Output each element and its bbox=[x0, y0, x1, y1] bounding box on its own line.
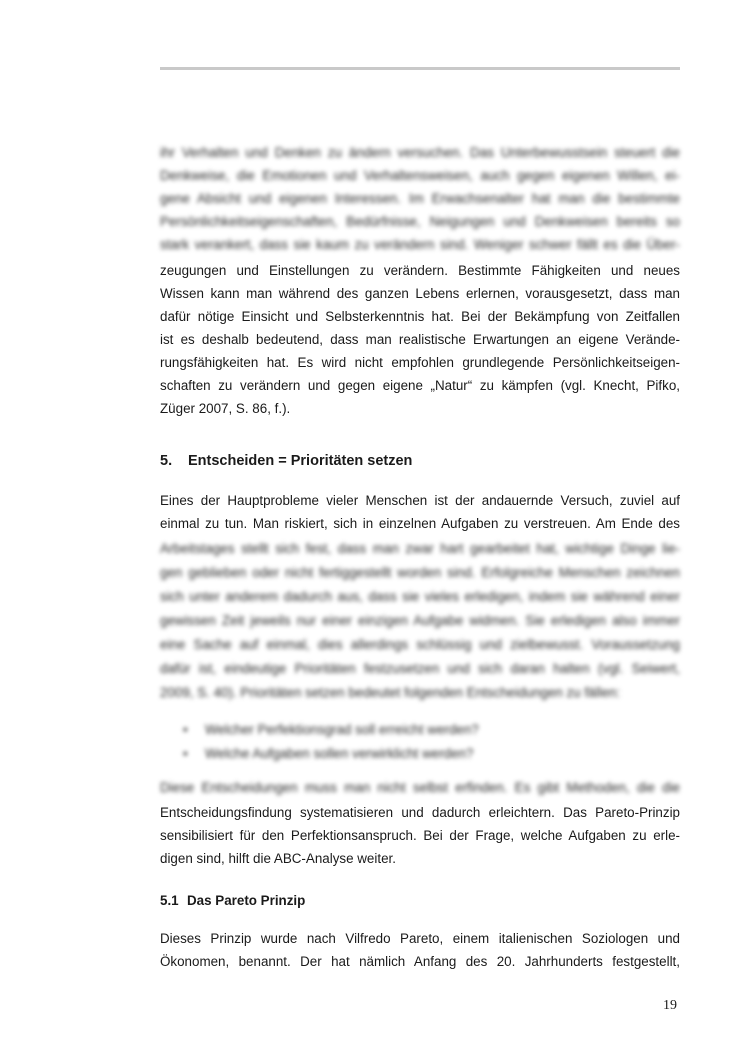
text-line: gewissen Zeit jeweils nur einer einzigen Aufgabe widmen. Sie erledigen also immer bbox=[160, 613, 680, 628]
bullet-icon: • bbox=[183, 722, 188, 737]
subsection-title: Das Pareto Prinzip bbox=[187, 893, 306, 908]
text-line: dafür ist, eindeutige Prioritäten festzusetzen und sich daran halten (vgl. Seiwert, bbox=[160, 661, 680, 676]
text-line: Züger 2007, S. 86, f.). bbox=[160, 401, 291, 416]
header-rule bbox=[160, 67, 680, 70]
text-line: sensibilisiert für den Perfektionsanspruch. Bei der Frage, welche Aufgaben zu erle- bbox=[160, 828, 680, 843]
text-line: Dieses Prinzip wurde nach Vilfredo Pareto, einem italienischen Soziologen und bbox=[160, 931, 680, 946]
section-heading bbox=[160, 453, 412, 469]
text-line: digen sind, hilft die ABC-Analyse weiter. bbox=[160, 851, 396, 866]
text-line: ihr Verhalten und Denken zu ändern versuchen. Das Unterbewusstsein steuert die bbox=[160, 145, 680, 160]
text-line: gen geblieben oder nicht fertiggestellt worden sind. Erfolgreiche Menschen zeichnen bbox=[160, 565, 680, 580]
text-line: Denkweise, die Emotionen und Verhaltensweisen, auch gegen eigenen Willen, ei- bbox=[160, 168, 680, 183]
text-line: Wissen kann man während des ganzen Lebens erlernen, vorausgesetzt, dass man bbox=[160, 286, 680, 301]
text-line: 2009, S. 40). Prioritäten setzen bedeutet folgenden Entscheidungen zu fällen: bbox=[160, 685, 621, 700]
subsection-number: 5.1 bbox=[160, 893, 179, 908]
subsection-heading bbox=[160, 893, 305, 908]
text-line: Ökonomen, benannt. Der hat nämlich Anfang des 20. Jahrhunderts festgestellt, bbox=[160, 954, 680, 969]
text-line: Arbeitstages stellt sich fest, dass man zwar hart gearbeitet hat, wichtige Dinge lie- bbox=[160, 541, 680, 556]
text-line: Entscheidungsfindung systematisieren und dadurch erleichtern. Das Pareto-Prinzip bbox=[160, 805, 680, 820]
text-line: Diese Entscheidungen muss man nicht selbst erfinden. Es gibt Methoden, die die bbox=[160, 780, 680, 795]
text-line: stark verankert, dass sie kaum zu verändern sind. Weniger schwer fällt es die Über- bbox=[160, 237, 680, 252]
page-number: 19 bbox=[663, 998, 677, 1013]
text-line: eine Sache auf einmal, dies allerdings schlüssig und zielbewusst. Voraussetzung bbox=[160, 637, 680, 652]
text-line: dafür nötige Einsicht und Selbsterkenntnis hat. Bei der Bekämpfung von Zeitfallen bbox=[160, 309, 680, 324]
section-title: Entscheiden = Prioritäten setzen bbox=[188, 453, 413, 469]
list-item bbox=[183, 746, 473, 761]
text-line: Persönlichkeitseigenschaften, Bedürfnisse, Neigungen und Denkweisen bereits so bbox=[160, 214, 680, 229]
text-line: rungsfähigkeiten hat. Es wird nicht empfohlen grundlegende Persönlichkeitseigen- bbox=[160, 355, 680, 370]
list-item-text: Welche Aufgaben sollen verwirklicht werden? bbox=[205, 746, 474, 761]
section-number: 5. bbox=[160, 453, 173, 469]
text-line: ist es deshalb bedeutend, dass man realistische Erwartungen an eigene Verände- bbox=[160, 332, 680, 347]
text-line: Eines der Hauptprobleme vieler Menschen ist der andauernde Versuch, zuviel auf bbox=[160, 493, 680, 508]
text-line: schaften zu verändern und gegen eigene „Natur“ zu kämpfen (vgl. Knecht, Pifko, bbox=[160, 378, 680, 393]
text-line: sich unter anderem dadurch aus, dass sie vieles erledigen, indem sie während einer bbox=[160, 589, 680, 604]
bullet-icon: • bbox=[183, 746, 188, 761]
text-line: zeugungen und Einstellungen zu verändern. Bestimmte Fähigkeiten und neues bbox=[160, 263, 680, 278]
text-line: gene Absicht und eigenen Interessen. Im Erwachsenalter hat man die bestimmte bbox=[160, 191, 680, 206]
text-line: einmal zu tun. Man riskiert, sich in einzelnen Aufgaben zu verstreuen. Am Ende des bbox=[160, 516, 680, 531]
list-item bbox=[183, 722, 479, 737]
list-item-text: Welcher Perfektionsgrad soll erreicht werden? bbox=[205, 722, 479, 737]
